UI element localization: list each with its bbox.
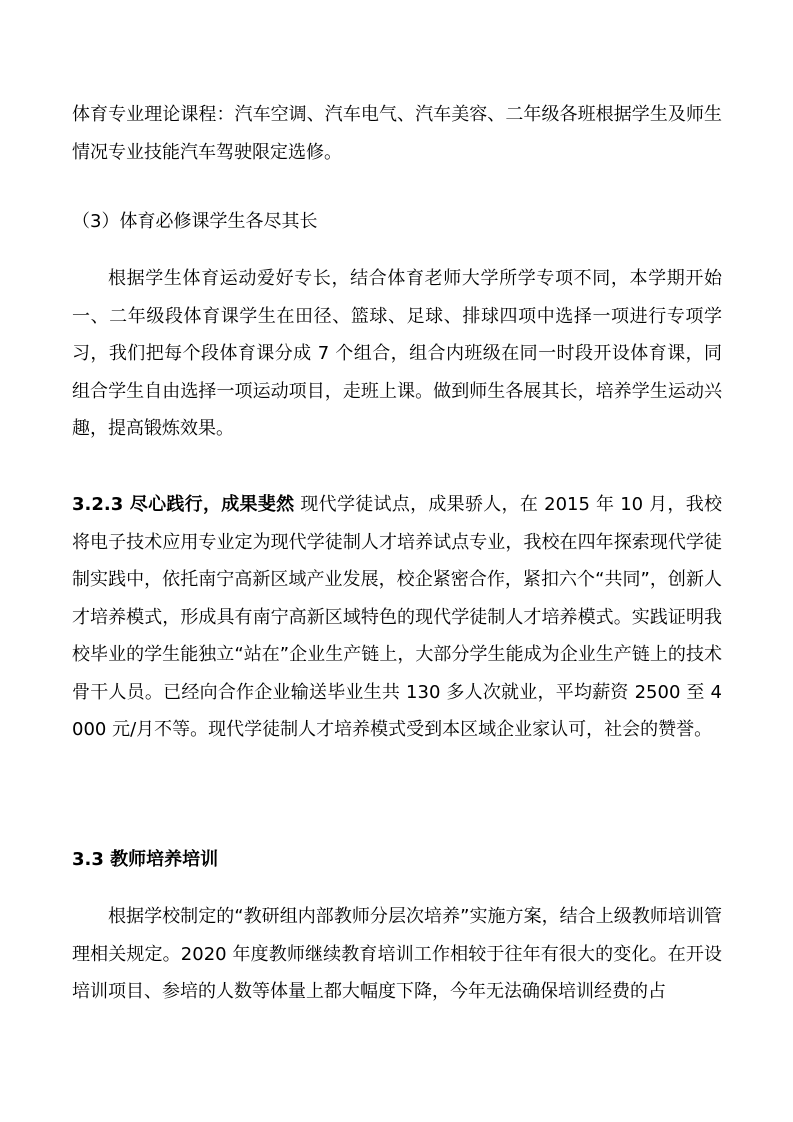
paragraph-teacher-training: 根据学校制定的“教研组内部教师分层次培养”实施方案，结合上级教师培训管理相关规定。2020 年度教师继续教育培训工作相较于往年有很大的变化。在开设培训项目、参培的人数等体量上都大幅度下降，今年无法确保培训经费的占	[72, 906, 722, 1002]
section-heading-3-2-3: 3.2.3 尽心践行，成果斐然	[72, 494, 295, 515]
apprenticeship-body-text: 现代学徒试点，成果骄人，在 2015 年 10 月，我校将电子技术应用专业定为现代学徒制人才培养试点专业，我校在四年探索现代学徒制实践中，依托南宁高新区域产业发展，校企紧密合作，紧扣六个“共同”，创新人才培养模式，形成具有南宁高新区域特色的现代学徒制人才培养模式。实践证明我校毕业的学生能独立“站在”企业生产链上，大部分学生能成为企业生产链上的技术骨干人员。已经向合作企业输送毕业生共 130 多人次就业，平均薪资 2500 至 4000 元/月不等。现代学徒制人才培养模式受到本区域企业家认可，社会的赞誉。	[72, 494, 723, 740]
paragraph-apprenticeship	[72, 486, 722, 749]
subheading-pe-required: （3）体育必修课学生各尽其长	[72, 211, 318, 232]
paragraph-pe-electives: 根据学生体育运动爱好专长，结合体育老师大学所学专项不同，本学期开始一、二年级段体育课学生在田径、篮球、足球、排球四项中选择一项进行专项学习，我们把每个段体育课分成 7 个组合，组合内班级在同一时段开设体育课，同组合学生自由选择一项运动项目，走班上课。做到师生各展其长，培养学生运动兴趣，提高锻炼效果。	[72, 268, 722, 439]
section-heading-3-3: 3.3 教师培养培训	[72, 849, 219, 870]
paragraph-course-list: 体育专业理论课程：汽车空调、汽车电气、汽车美容、二年级各班根据学生及师生情况专业技能汽车驾驶限定选修。	[72, 104, 722, 163]
